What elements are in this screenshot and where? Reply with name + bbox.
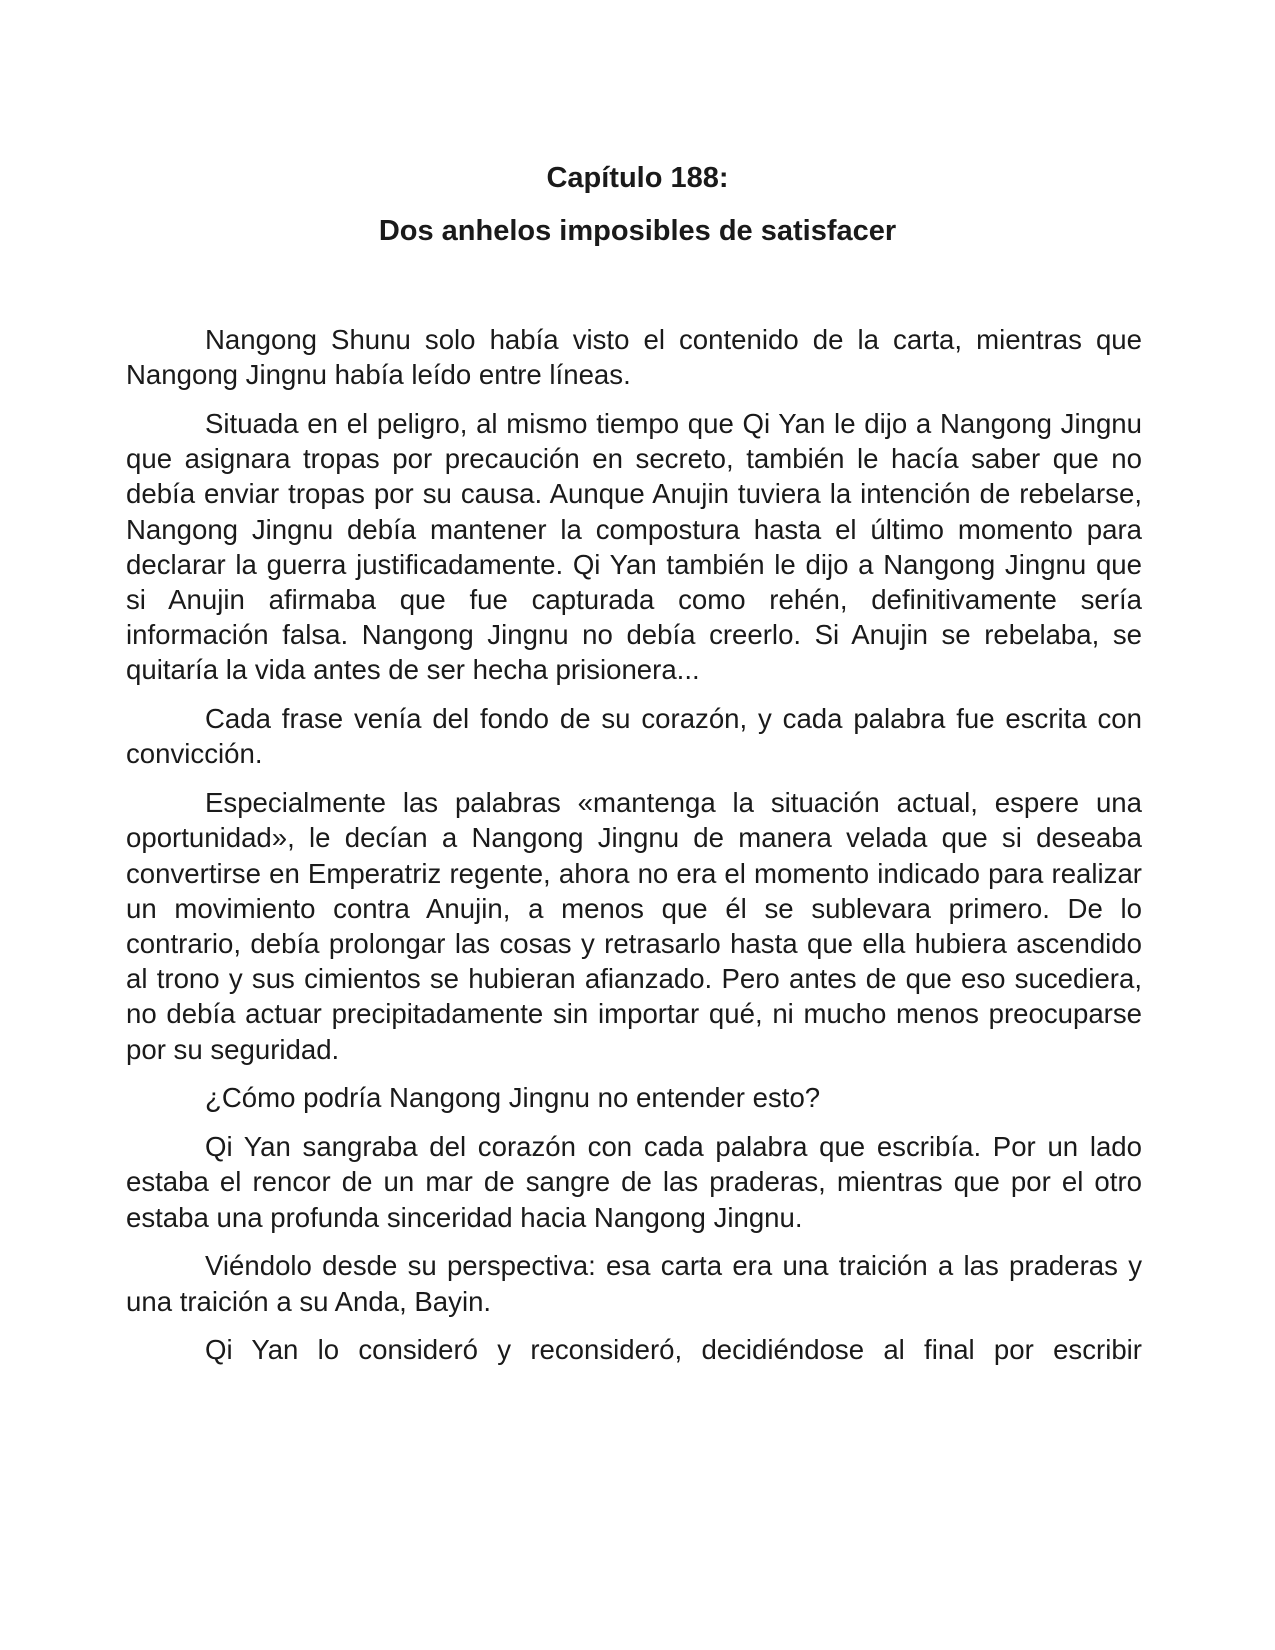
paragraph: Qi Yan lo consideró y reconsideró, decidiéndose al final por escribir [205, 1334, 1142, 1366]
chapter-number: Capítulo 188: [546, 162, 729, 194]
paragraph: Viéndolo desde su perspectiva: esa carta era una traición a las praderas y una traición a su Anda, Bayin. [126, 1250, 1142, 1317]
chapter-title: Dos anhelos imposibles de satisfacer [378, 215, 897, 247]
body-text [126, 322, 1142, 1381]
paragraph: Cada frase venía del fondo de su corazón, y cada palabra fue escrita con convicción. [126, 703, 1142, 770]
paragraph: Situada en el peligro, al mismo tiempo que Qi Yan le dijo a Nangong Jingnu que asignara tropas por precaución en secreto, también le hacía saber que no debía enviar tropas por su causa. Aunque Anujin tuviera la intención de rebelarse, Nangong Jingnu debía mantener la compostura hasta el último momento para declarar la guerra justificadamente. Qi Yan también le dijo a Nangong Jingnu que si Anujin afirmaba que fue capturada como rehén, definitivamente sería información falsa. Nangong Jingnu no debía creerlo. Si Anujin se rebelaba, se quitaría la vida antes de ser hecha prisionera... [126, 408, 1142, 686]
paragraph: Qi Yan sangraba del corazón con cada palabra que escribía. Por un lado estaba el rencor de un mar de sangre de las praderas, mientras que por el otro estaba una profunda sinceridad hacia Nangong Jingnu. [126, 1131, 1142, 1233]
chapter-header [0, 160, 1275, 249]
paragraph: Especialmente las palabras «mantenga la situación actual, espere una oportunidad», le decían a Nangong Jingnu de manera velada que si deseaba convertirse en Emperatriz regente, ahora no era el momento indicado para realizar un movimiento contra Anujin, a menos que él se sublevara primero. De lo contrario, debía prolongar las cosas y retrasarlo hasta que ella hubiera ascendido al trono y sus cimientos se hubieran afianzado. Pero antes de que eso sucediera, no debía actuar precipitadamente sin importar qué, ni mucho menos preocuparse por su seguridad. [126, 787, 1142, 1065]
paragraph: ¿Cómo podría Nangong Jingnu no entender esto? [205, 1082, 821, 1114]
paragraph: Nangong Shunu solo había visto el contenido de la carta, mientras que Nangong Jingnu había leído entre líneas. [126, 324, 1142, 391]
